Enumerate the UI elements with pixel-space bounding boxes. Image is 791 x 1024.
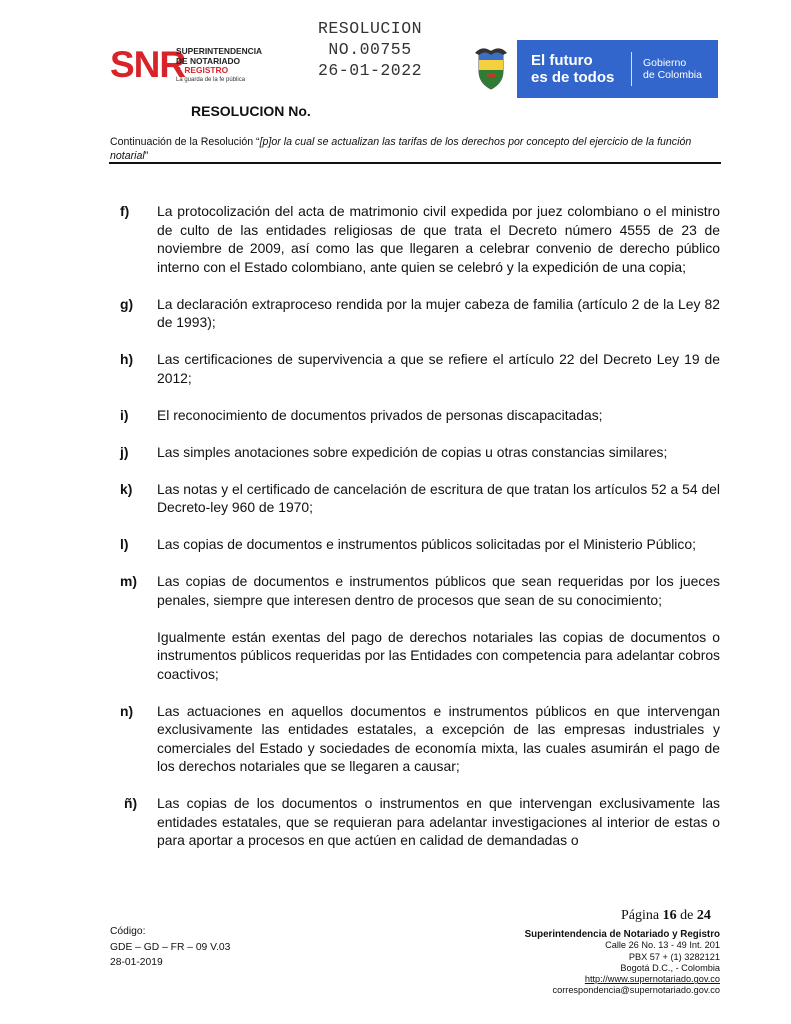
list-text: Las certificaciones de supervivencia a que se refiere el artículo 22 del Decreto Ley 19 de 2012;	[157, 351, 720, 386]
list-text: Las copias de los documentos o instrumentos en que intervengan exclusivamente las entidades estatales, que se requieran para adelantar investigaciones al interior de estas o para aportar a procesos en que actúen en calidad de demandadas o	[157, 795, 720, 848]
list-label: j)	[120, 443, 129, 460]
list-text: La declaración extraproceso rendida por la mujer cabeza de familia (artículo 2 de la Ley 82 de 1993);	[157, 295, 720, 330]
page-total: 24	[696, 908, 711, 923]
stamp-date: 26-01-2022	[317, 61, 423, 80]
list-text: El reconocimiento de documentos privados de personas discapacitadas;	[157, 406, 603, 423]
continuation-prefix: Continuación de la Resolución “	[110, 136, 260, 148]
list-item-l	[120, 535, 720, 554]
list-label: f)	[120, 203, 130, 219]
list-item-n	[120, 702, 720, 776]
list-item-m	[120, 572, 720, 609]
document-code	[110, 924, 230, 971]
list-item-k	[120, 480, 720, 517]
list-text: La protocolización del acta de matrimonio civil expedida por juez colombiano o el ministro de culto de las entidades religiosas de que trata el Decreto número 4555 de 23 de noviembre de 2009, así como las que llegaren a celebrar convenio de derecho público interno con el Estado colombiano, ante quien se celebró y la expedición de una copia;	[157, 203, 720, 275]
list-label: m)	[120, 573, 137, 589]
gov-blue-panel	[517, 40, 718, 98]
list-text: Las copias de documentos e instrumentos públicos que sean requeridas por los jueces penales, siempre que interesen dentro de procesos que sean de su conocimiento;	[157, 573, 720, 608]
continuation-title: [p]or la cual se actualizan las tarifas de los derechos por concepto del ejercicio de la función notarial	[110, 136, 692, 162]
snr-logo-tagline: La guarda de la fe pública	[176, 76, 246, 83]
list-item-f	[120, 202, 720, 276]
snr-logo-text	[176, 47, 262, 85]
footer-address: Calle 26 No. 13 - 49 Int. 201	[605, 940, 720, 951]
continuation-line	[110, 136, 720, 163]
colombia-crest-icon	[465, 40, 517, 98]
stamp-number: NO.00755	[328, 40, 412, 59]
gov-slogan	[517, 52, 631, 86]
snr-logo-line-2: DE NOTARIADO	[176, 55, 241, 66]
document-body	[120, 202, 720, 868]
header-rule	[109, 162, 721, 164]
footer-pbx: PBX 57 + (1) 3282121	[628, 951, 720, 962]
page-sep: de	[680, 908, 694, 923]
snr-logo	[110, 44, 280, 88]
list-item-i	[120, 406, 720, 425]
gov-divider	[631, 52, 632, 86]
snr-logo-line-1: SUPERINTENDENCIA	[176, 46, 263, 56]
gov-slogan-line-2: es de todos	[531, 69, 615, 86]
list-item-g	[120, 295, 720, 332]
gov-slogan-line-1: El futuro	[531, 52, 593, 69]
code-label: Código:	[110, 926, 146, 937]
list-text: Las copias de documentos e instrumentos públicos solicitadas por el Ministerio Público;	[157, 536, 696, 552]
list-text: Las notas y el certificado de cancelación de escritura de que tratan los artículos 52 a 54 del Decreto-ley 960 de 1970;	[157, 480, 720, 515]
list-item-m-note: Igualmente están exentas del pago de derechos notariales las copias de documentos o instrumentos públicos requeridas por las Entidades con competencia para adelantar cobros coactivos;	[157, 628, 720, 682]
resolution-number-heading: RESOLUCION No.	[191, 103, 311, 119]
list-label: h)	[120, 351, 134, 367]
page-current: 16	[662, 908, 677, 923]
page-prefix: Página	[621, 908, 660, 923]
list-item-j	[120, 443, 720, 462]
list-label: i)	[120, 406, 129, 423]
footer-city: Bogotá D.C., - Colombia	[620, 962, 720, 973]
gov-name-line-2: de Colombia	[643, 69, 702, 81]
government-logo	[465, 40, 718, 98]
resolution-stamp	[300, 18, 440, 81]
footer-email: correspondencia@supernotariado.gov.co	[552, 985, 720, 996]
continuation-suffix: ”	[144, 149, 149, 162]
gov-name	[632, 57, 702, 82]
snr-logo-letters: SNR	[110, 44, 186, 85]
list-text: Las actuaciones en aquellos documentos e instrumentos públicos en que intervengan exclusivamente las entidades estatales, a excepción de las empresas industriales y comerciales del Estado y sociedades de economía mixta, las cuales asumirán el pago de los derechos notariales que se llegaren a causar;	[157, 702, 720, 774]
footer-website-link[interactable]: http://www.supernotariado.gov.co	[584, 974, 720, 985]
stamp-line-1: RESOLUCION	[317, 19, 423, 38]
page-number	[621, 908, 711, 924]
code-date: 28-01-2019	[110, 957, 163, 968]
list-text: Las simples anotaciones sobre expedición de copias u otras constancias similares;	[157, 443, 668, 460]
list-label: n)	[120, 702, 134, 719]
code-value: GDE – GD – FR – 09 V.03	[110, 941, 231, 953]
footer-contact	[420, 929, 720, 997]
snr-logo-line-3: & REGISTRO	[176, 65, 229, 75]
footer-org: Superintendencia de Notariado y Registro	[524, 929, 720, 940]
list-label: k)	[120, 480, 133, 497]
gov-name-line-1: Gobierno	[643, 56, 687, 69]
list-label: l)	[120, 536, 129, 552]
list-item-h	[120, 350, 720, 387]
list-label: g)	[120, 295, 134, 312]
list-label: ñ)	[124, 795, 138, 811]
list-item-enye	[120, 794, 720, 850]
